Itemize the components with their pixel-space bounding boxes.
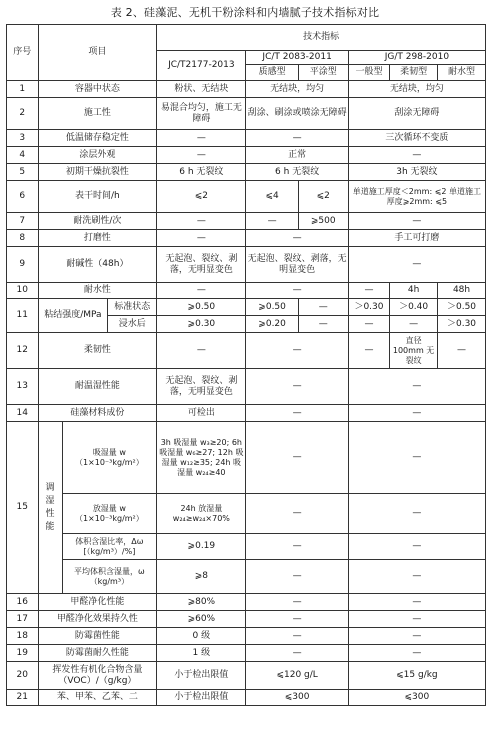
row-no: 21	[7, 690, 39, 706]
table-row	[7, 247, 486, 283]
cell-std2b: ⩾500	[298, 213, 348, 230]
cell-std3b: ＞0.40	[390, 299, 438, 316]
cell-std3: —	[348, 405, 485, 422]
cell-std3: —	[348, 611, 485, 628]
row-item: 耐洗刷性/次	[38, 213, 157, 230]
cell-std3: 无结块，均匀	[348, 81, 485, 98]
cell-std3a: —	[348, 283, 389, 299]
cell-std1: 无起泡、裂纹、剥落，无明显变色	[157, 369, 246, 405]
table-row	[7, 81, 486, 98]
row-item: 低温储存稳定性	[38, 130, 157, 147]
header-std1: JC/T2177-2013	[157, 51, 246, 81]
row-subitem	[62, 494, 157, 534]
table-row	[7, 494, 486, 534]
cell-std1: —	[157, 147, 246, 164]
row-item: 防霉菌耐久性能	[38, 645, 157, 662]
table-row	[7, 333, 486, 369]
cell-std3: 单道施工厚度＜2mm: ⩽2 单道施工厚度⩾2mm: ⩽5	[348, 181, 485, 213]
table-row	[7, 560, 486, 594]
table-title: 表 2、硅藻泥、无机干粉涂料和内墙腻子技术指标对比	[110, 6, 380, 19]
row-item: 甲醛净化效果持久性	[38, 611, 157, 628]
cell-std3: 三次循环不变质	[348, 130, 485, 147]
cell-std2: 刮涂、刷涂或喷涂无障碍	[246, 98, 348, 130]
cell-std1: 小于检出限值	[157, 690, 246, 706]
row-no: 16	[7, 594, 39, 611]
cell-std3: ⩽15 g/kg	[348, 662, 485, 690]
cell-std2: —	[246, 628, 348, 645]
cell-std1: 6 h 无裂纹	[157, 164, 246, 181]
header-sub2b: 平涂型	[298, 65, 348, 81]
cell-std3a: —	[348, 316, 389, 333]
cell-std1: 1 级	[157, 645, 246, 662]
cell-std3c: —	[438, 333, 486, 369]
cell-std3b: 4h	[390, 283, 438, 299]
cell-std2: —	[246, 333, 348, 369]
row-no: 19	[7, 645, 39, 662]
cell-std3: —	[348, 147, 485, 164]
cell-std3: 刮涂无障碍	[348, 98, 485, 130]
row-item: 苯、甲苯、乙苯、二	[38, 690, 157, 706]
cell-std2a: ⩽4	[246, 181, 298, 213]
cell-std3a: —	[348, 333, 389, 369]
cell-std3: —	[348, 494, 485, 534]
header-std3: JG/T 298-2010	[348, 51, 485, 65]
table-row	[7, 662, 486, 690]
cell-std2a: —	[246, 213, 298, 230]
cell-std3a: ＞0.30	[348, 299, 389, 316]
row-item: 硅藻材料成份	[38, 405, 157, 422]
row-no: 11	[7, 299, 39, 333]
cell-std1: ⩾0.30	[157, 316, 246, 333]
cell-std3c: 48h	[438, 283, 486, 299]
header-no: 序号	[7, 25, 39, 81]
cell-std1: ⩾8	[157, 560, 246, 594]
header-item: 项目	[38, 25, 157, 81]
table-row	[7, 130, 486, 147]
row-no: 17	[7, 611, 39, 628]
cell-std2: —	[246, 534, 348, 560]
cell-std1: ⩾80%	[157, 594, 246, 611]
cell-std2: —	[246, 369, 348, 405]
cell-std1: 0 级	[157, 628, 246, 645]
cell-std3c: ＞0.30	[438, 316, 486, 333]
cell-std3b: 直径 100mm 无裂纹	[390, 333, 438, 369]
table-row	[7, 230, 486, 247]
table-row	[7, 147, 486, 164]
row-subitem: 平均体积含湿量，ω（kg/m³）	[62, 560, 157, 594]
row-item: 甲醛净化性能	[38, 594, 157, 611]
cell-std2a: ⩾0.20	[246, 316, 298, 333]
row-item: 表干时间/h	[38, 181, 157, 213]
row-item: 防霉菌性能	[38, 628, 157, 645]
cell-std2b: ⩽2	[298, 181, 348, 213]
cell-std3: —	[348, 560, 485, 594]
header-sub3b: 柔韧型	[390, 65, 438, 81]
row-no: 8	[7, 230, 39, 247]
cell-std3: ⩽300	[348, 690, 485, 706]
row-no: 12	[7, 333, 39, 369]
cell-std2: —	[246, 494, 348, 534]
header-sub3a: 一般型	[348, 65, 389, 81]
row-item: 柔韧性	[38, 333, 157, 369]
table-row	[7, 369, 486, 405]
cell-std2: 无起泡、裂纹、剥落，无明显变色	[246, 247, 348, 283]
cell-std3: —	[348, 534, 485, 560]
subitem-label: 放湿量 w	[92, 503, 126, 513]
row-item: 耐温湿性能	[38, 369, 157, 405]
cell-std2b: —	[298, 316, 348, 333]
table-row	[7, 628, 486, 645]
cell-std2: ⩽300	[246, 690, 348, 706]
table-row	[7, 645, 486, 662]
subitem-unit: （1×10⁻³kg/m²）	[74, 457, 144, 467]
cell-std2b: —	[298, 299, 348, 316]
table-row	[7, 299, 486, 316]
cell-std2a: ⩾0.50	[246, 299, 298, 316]
row-no: 15	[7, 422, 39, 594]
table-row	[7, 405, 486, 422]
row-item: 施工性	[38, 98, 157, 130]
cell-std1: —	[157, 213, 246, 230]
row-no: 20	[7, 662, 39, 690]
cell-std3: —	[348, 628, 485, 645]
cell-std3: —	[348, 369, 485, 405]
cell-std3: —	[348, 247, 485, 283]
table-row	[7, 98, 486, 130]
header-std2: JC/T 2083-2011	[246, 51, 348, 65]
row-no: 10	[7, 283, 39, 299]
cell-std3c: ＞0.50	[438, 299, 486, 316]
cell-std1: —	[157, 333, 246, 369]
cell-std2: —	[246, 283, 348, 299]
cell-std2: —	[246, 560, 348, 594]
cell-std1: ⩽2	[157, 181, 246, 213]
row-no: 1	[7, 81, 39, 98]
row-no: 3	[7, 130, 39, 147]
cell-std1: —	[157, 130, 246, 147]
row-group-label	[38, 422, 62, 594]
cell-std3: —	[348, 422, 485, 494]
cell-std2: —	[246, 405, 348, 422]
cell-std2: ⩽120 g/L	[246, 662, 348, 690]
row-item: 涂层外观	[38, 147, 157, 164]
cell-std2: —	[246, 130, 348, 147]
cell-std1: 可检出	[157, 405, 246, 422]
header-sub3c: 耐水型	[438, 65, 486, 81]
row-no: 6	[7, 181, 39, 213]
cell-std3: 3h 无裂纹	[348, 164, 485, 181]
table-row	[7, 690, 486, 706]
table-row	[7, 213, 486, 230]
cell-std2: 正常	[246, 147, 348, 164]
cell-std2: —	[246, 422, 348, 494]
cell-std3b: —	[390, 316, 438, 333]
cell-std2: 6 h 无裂纹	[246, 164, 348, 181]
row-subitem: 体积含湿比率，Δω [（kg/m³）/%]	[62, 534, 157, 560]
cell-std1: 无起泡、裂纹、剥落，无明显变色	[157, 247, 246, 283]
header-sub2a: 质感型	[246, 65, 298, 81]
row-no: 18	[7, 628, 39, 645]
cell-std2: —	[246, 594, 348, 611]
row-item: 耐水性	[38, 283, 157, 299]
row-item: 耐碱性（48h）	[38, 247, 157, 283]
row-item: 打磨性	[38, 230, 157, 247]
row-no: 5	[7, 164, 39, 181]
row-no: 2	[7, 98, 39, 130]
row-item: 粘结强度/MPa	[38, 299, 108, 333]
cell-std2: 无结块，均匀	[246, 81, 348, 98]
row-no: 7	[7, 213, 39, 230]
cell-std1: 易混合均匀，施工无障碍	[157, 98, 246, 130]
row-no: 9	[7, 247, 39, 283]
row-subitem: 标准状态	[108, 299, 157, 316]
table-row	[7, 422, 486, 494]
cell-std1: 24h 放湿量 w₂₄≥w₂₄×70%	[157, 494, 246, 534]
row-no: 4	[7, 147, 39, 164]
cell-std1: 3h 吸湿量 w₃≥20; 6h 吸湿量 w₆≥27; 12h 吸湿量 w₁₂≥35; 24h 吸湿量 w₂₄≥40	[157, 422, 246, 494]
cell-std2: —	[246, 611, 348, 628]
cell-std3: 手工可打磨	[348, 230, 485, 247]
cell-std3: —	[348, 213, 485, 230]
row-no: 13	[7, 369, 39, 405]
table-row	[7, 611, 486, 628]
row-no: 14	[7, 405, 39, 422]
cell-std1: 粉状、无结块	[157, 81, 246, 98]
table-row	[7, 534, 486, 560]
spec-comparison-table	[6, 24, 486, 706]
cell-std2: —	[246, 645, 348, 662]
group-label-text: 调湿性能	[45, 482, 55, 532]
row-item: 挥发性有机化合物含量（VOC）/（g/kg）	[38, 662, 157, 690]
cell-std2: —	[246, 230, 348, 247]
cell-std3: —	[348, 645, 485, 662]
row-subitem	[62, 422, 157, 494]
cell-std1: ⩾60%	[157, 611, 246, 628]
cell-std1: ⩾0.19	[157, 534, 246, 560]
cell-std3: —	[348, 594, 485, 611]
subitem-label: 吸湿量 w	[92, 447, 126, 457]
table-row	[7, 181, 486, 213]
table-row	[7, 164, 486, 181]
cell-std1: —	[157, 230, 246, 247]
table-row	[7, 283, 486, 299]
row-subitem: 浸水后	[108, 316, 157, 333]
cell-std1: —	[157, 283, 246, 299]
subitem-unit: （1×10⁻³kg/m²）	[74, 513, 144, 523]
row-item: 容器中状态	[38, 81, 157, 98]
table-row	[7, 594, 486, 611]
cell-std1: ⩾0.50	[157, 299, 246, 316]
cell-std1: 小于检出限值	[157, 662, 246, 690]
row-item: 初期干燥抗裂性	[38, 164, 157, 181]
header-tech: 技术指标	[157, 25, 486, 51]
